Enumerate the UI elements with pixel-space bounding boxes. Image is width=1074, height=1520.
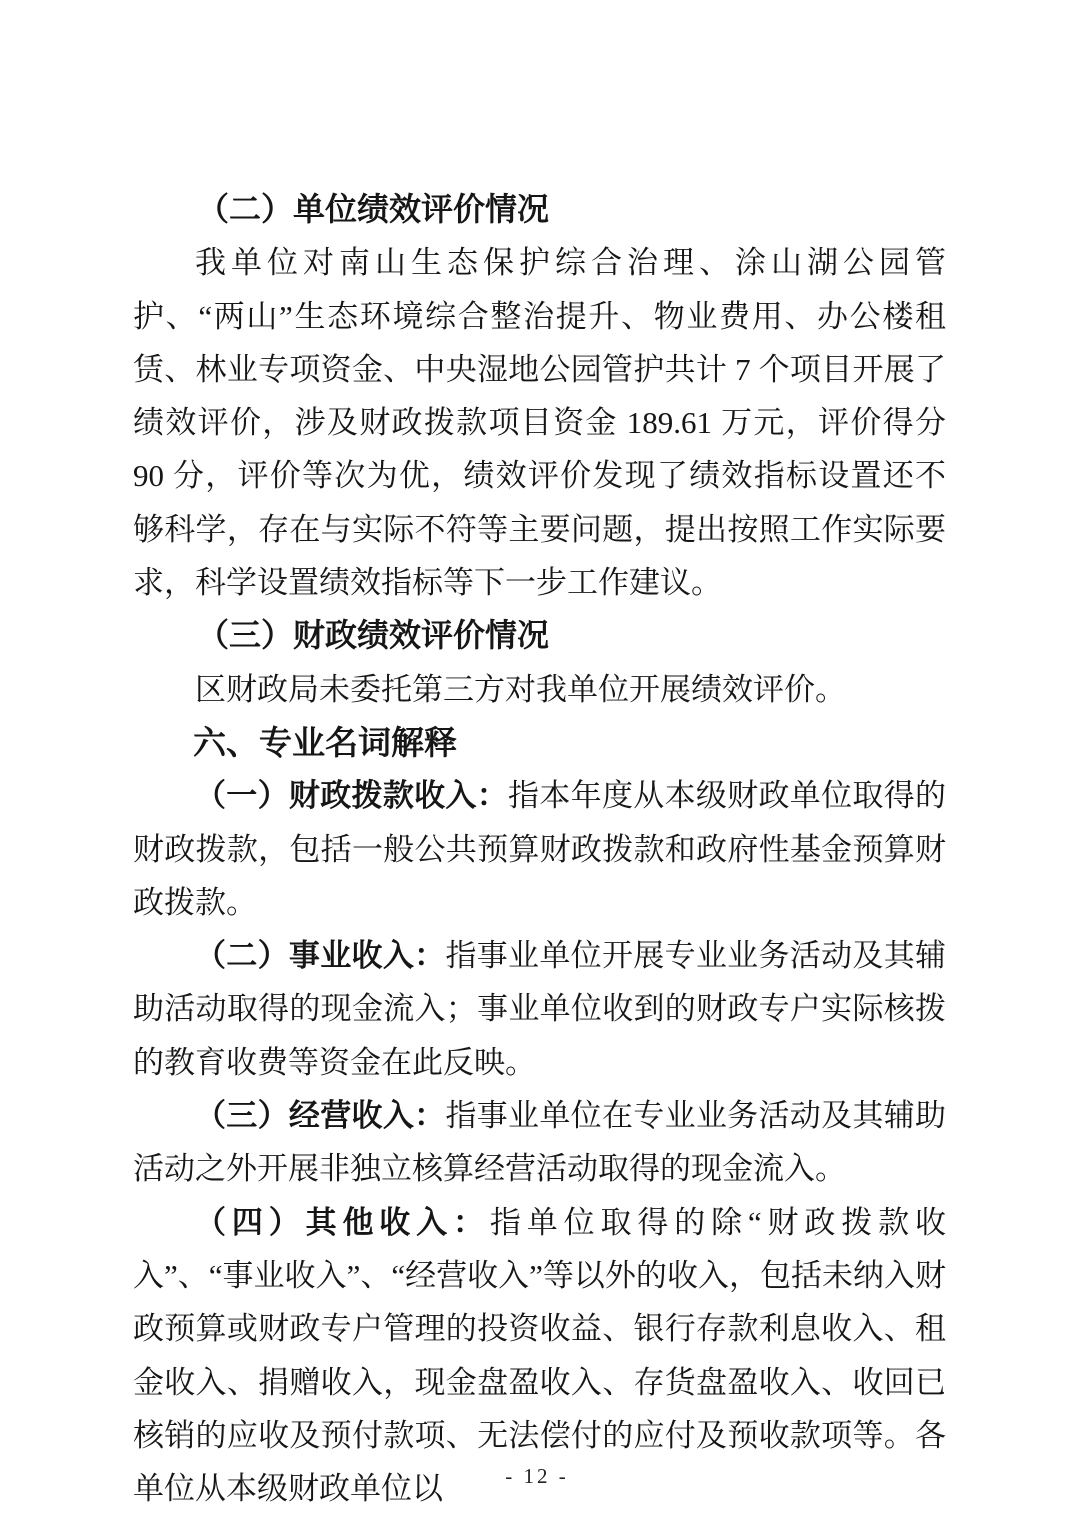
section-heading-terminology: 六、专业名词解释 [193, 723, 458, 761]
page-number: - 12 - [505, 1464, 569, 1488]
term-paragraph-operating-income [133, 1089, 946, 1196]
term-lead-fiscal-appropriation-income: （一）财政拨款收入： [195, 778, 509, 814]
term-definition-other-income: 指单位取得的除“财政拨款收入”、“事业收入”、“经营收入”等以外的收入，包括未纳入财政预算或财政专户管理的投资收益、银行存款利息收入、租金收入、捐赠收入，现金盘盈收入、存货盘盈收入、收回已核销的应收及预付款项、无法偿付的应付及预收款项等。各单位从本级财政单位以 [133, 1204, 947, 1507]
term-definition-operating-income: 指事业单位在专业业务活动及其辅助活动之外开展非独立核算经营活动取得的现金流入。 [133, 1098, 947, 1187]
term-paragraph-fiscal-appropriation-income [133, 769, 946, 929]
term-lead-other-income: （四）其他收入： [195, 1204, 490, 1240]
paragraph-unit-performance-evaluation: 我单位对南山生态保护综合治理、涂山湖公园管护、“两山”生态环境综合整治提升、物业费用、办公楼租赁、林业专项资金、中央湿地公园管护共计 7 个项目开展了绩效评价，涉及财政拨款项目资金 189.61 万元，评价得分 90 分，评价等次为优，绩效评价发现了绩效指标设置还不够科学，存在与实际不符等主要问题，提出按照工作实际要求，科学设置绩效指标等下一步工作建议。 [133, 245, 946, 601]
term-lead-business-income: （二）事业收入： [195, 938, 446, 974]
term-definition-business-income: 指事业单位开展专业业务活动及其辅助活动取得的现金流入；事业单位收到的财政专户实际核拨的教育收费等资金在此反映。 [133, 938, 947, 1080]
section-heading-fiscal-performance-evaluation: （三）财政绩效评价情况 [197, 617, 550, 654]
paragraph-fiscal-performance-evaluation: 区财政局未委托第三方对我单位开展绩效评价。 [195, 671, 846, 707]
term-paragraph-business-income [133, 929, 946, 1089]
term-definition-fiscal-appropriation-income: 指本年度从本级财政单位取得的财政拨款，包括一般公共预算财政拨款和政府性基金预算财政拨款。 [133, 778, 947, 920]
document-body [133, 183, 946, 1515]
term-lead-operating-income: （三）经营收入： [195, 1098, 446, 1134]
section-heading-unit-performance-evaluation: （二）单位绩效评价情况 [197, 191, 550, 227]
